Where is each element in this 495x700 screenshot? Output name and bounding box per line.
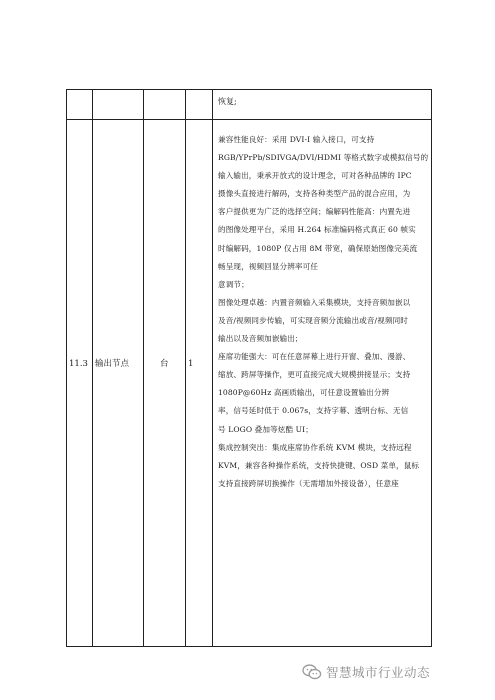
- description-line: 率，信号延时低于 0.067s，支持字幕、透明台标、无信: [218, 406, 409, 416]
- description-line: 摄像头直接进行解码，支持各种类型产品的混合应用，为: [218, 189, 411, 199]
- wechat-logo-icon: [302, 663, 322, 681]
- description-line: 兼容性能良好：采用 DVI-I 输入接口，可支持: [218, 135, 375, 144]
- unit-cell: 台: [160, 359, 169, 369]
- table-bottom-border: [66, 646, 432, 647]
- description-line: 集成控制突出：集成座席协作系统 KVM 模块，支持远程: [218, 442, 412, 452]
- description-line: 支持直接跨屏切换操作（无需增加外接设备），任意座: [218, 478, 399, 488]
- description-line: 输入输出，秉承开放式的设计理念，可对各种品牌的 IPC: [218, 171, 412, 181]
- description-line: 及音/视频同步传输，可实现音频分流输出或音/视频同时: [218, 315, 408, 325]
- description-line: 畅呈现，视频回显分辨率可任: [218, 261, 319, 271]
- quantity-cell: 1: [188, 359, 194, 369]
- item-number-cell: 11.3: [69, 359, 88, 369]
- column-divider: [143, 89, 144, 647]
- table-left-border: [66, 89, 67, 647]
- row-divider: [66, 119, 432, 120]
- description-line: 1080P@60Hz 高画质输出，可任意设置输出分辨: [218, 388, 390, 398]
- watermark: [302, 661, 430, 683]
- description-line: RGB/YPrPb/SDIVGA/DVI/HDMI 等格式数字或模拟信号的: [218, 153, 429, 163]
- item-name-cell: 输出节点: [95, 359, 130, 369]
- table-top-border: [66, 89, 432, 90]
- description-line: 图像处理卓越：内置音频输入采集模块，支持音频加嵌以: [218, 297, 411, 307]
- description-line: 缩放、跨屏等操作，更可直接完成大规模拼接显示；支持: [218, 370, 411, 380]
- description-line: 输出以及音频加嵌输出；: [218, 334, 303, 344]
- column-divider: [92, 89, 93, 647]
- description-line: 客户提供更为广泛的选择空间；编解码性能高：内置先进: [218, 207, 411, 217]
- watermark-text: 智慧城市行业动态: [326, 665, 431, 680]
- description-line: KVM，兼容各种操作系统，支持快捷键、OSD 菜单，鼠标: [218, 460, 420, 470]
- column-divider: [185, 89, 186, 647]
- table-right-border: [431, 89, 432, 647]
- description-line: 号 LOGO 叠加等炫酷 UI；: [218, 424, 313, 434]
- description-line: 意调节；: [218, 279, 249, 289]
- description-line: 座席功能强大：可在任意屏幕上进行开窗、叠加、漫游、: [218, 352, 411, 362]
- column-divider: [212, 89, 213, 647]
- prev-row-description: 恢复;: [218, 97, 237, 106]
- description-line: 的图像处理平台，采用 H.264 标准编码格式真正 60 帧实: [218, 225, 416, 235]
- description-line: 时编解码，1080P 仅占用 8M 带宽，确保原始图像完美流: [218, 243, 418, 253]
- description-cell: [218, 131, 430, 493]
